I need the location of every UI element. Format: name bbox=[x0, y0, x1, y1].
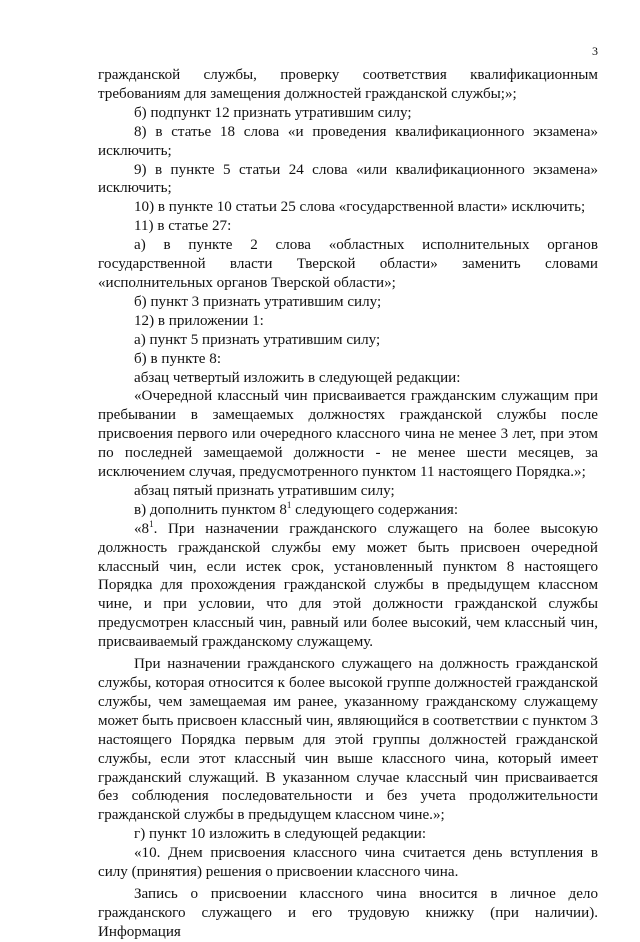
paragraph-text-after: . При назначении гражданского служащего на более высокую должность гражданской службы ему может быть присвоен очередной классный чин, если истек срок, установленный пунктом 8 настоящего Порядка для прохождения гражданской службы в предыдущем классном чине, и при условии, что для этой должности гражданской службы предусмотрен классный чин, равный или более высокий, чем классный чин, присваиваемый гражданскому служащему. bbox=[98, 520, 598, 651]
paragraph: б) в пункте 8: bbox=[134, 350, 222, 367]
page-number: 3 bbox=[592, 44, 598, 58]
superscript: 1 bbox=[286, 499, 292, 510]
paragraph: 11) в статье 27: bbox=[134, 218, 232, 235]
paragraph: 10) в пункте 10 статьи 25 слова «государственной власти» исключить; bbox=[134, 199, 586, 216]
document-body bbox=[98, 66, 598, 942]
paragraph: г) пункт 10 изложить в следующей редакции: bbox=[134, 826, 427, 843]
paragraph: б) пункт 3 признать утратившим силу; bbox=[134, 293, 382, 310]
paragraph bbox=[98, 501, 598, 520]
paragraph: «Очередной классный чин присваивается гражданским служащим при пребывании в замещаемых должностях гражданской службы после присвоения первого или очередного классного чина не менее 3 лет, при этом по последней замещаемой должности - не менее шести месяцев, за исключением случая, предусмотренного пунктом 11 настоящего Порядка.»; bbox=[98, 388, 598, 481]
paragraph: б) подпункт 12 признать утратившим силу; bbox=[134, 104, 412, 121]
paragraph-text-after: следующего содержания: bbox=[291, 501, 459, 518]
paragraph: 9) в пункте 5 статьи 24 слова «или квалификационного экзамена» исключить; bbox=[98, 161, 598, 197]
paragraph: 8) в статье 18 слова «и проведения квалификационного экзамена» исключить; bbox=[98, 123, 598, 159]
superscript: 1 bbox=[149, 518, 154, 529]
paragraph: Запись о присвоении классного чина вносится в личное дело гражданского служащего и его трудовую книжку (при наличии). Информация bbox=[98, 885, 598, 940]
paragraph-text-before: «8 bbox=[134, 520, 150, 537]
paragraph bbox=[98, 520, 598, 652]
paragraph: «10. Днем присвоения классного чина считается день вступления в силу (принятия) решения о присвоении классного чина. bbox=[98, 845, 598, 881]
paragraph: а) в пункте 2 слова «областных исполнительных органов государственной власти Тверской области» заменить словами «исполнительных органов Тверской области»; bbox=[98, 237, 598, 291]
paragraph: абзац пятый признать утратившим силу; bbox=[134, 482, 395, 499]
paragraph: а) пункт 5 признать утратившим силу; bbox=[134, 331, 381, 348]
paragraph: абзац четвертый изложить в следующей редакции: bbox=[134, 369, 461, 386]
paragraph: 12) в приложении 1: bbox=[134, 312, 264, 329]
paragraph: При назначении гражданского служащего на должность гражданской службы, которая относится к более высокой группе должностей гражданской службы, чем замещаемая им ранее, указанному гражданскому служащему может быть присвоен классный чин, являющийся в соответствии с пунктом 3 настоящего Порядка первым для этой группы должностей гражданской службы, если этот классный чин выше классного чина, который имеет гражданский служащий. В указанном случае классный чин присваивается без соблюдения последовательности и без учета продолжительности гражданской службы в предыдущем классном чине.»; bbox=[98, 656, 598, 824]
paragraph: гражданской службы, проверку соответствия квалификационным требованиям для замещения должностей гражданской службы;»; bbox=[98, 67, 598, 102]
paragraph-text-before: в) дополнить пунктом 8 bbox=[134, 501, 287, 518]
